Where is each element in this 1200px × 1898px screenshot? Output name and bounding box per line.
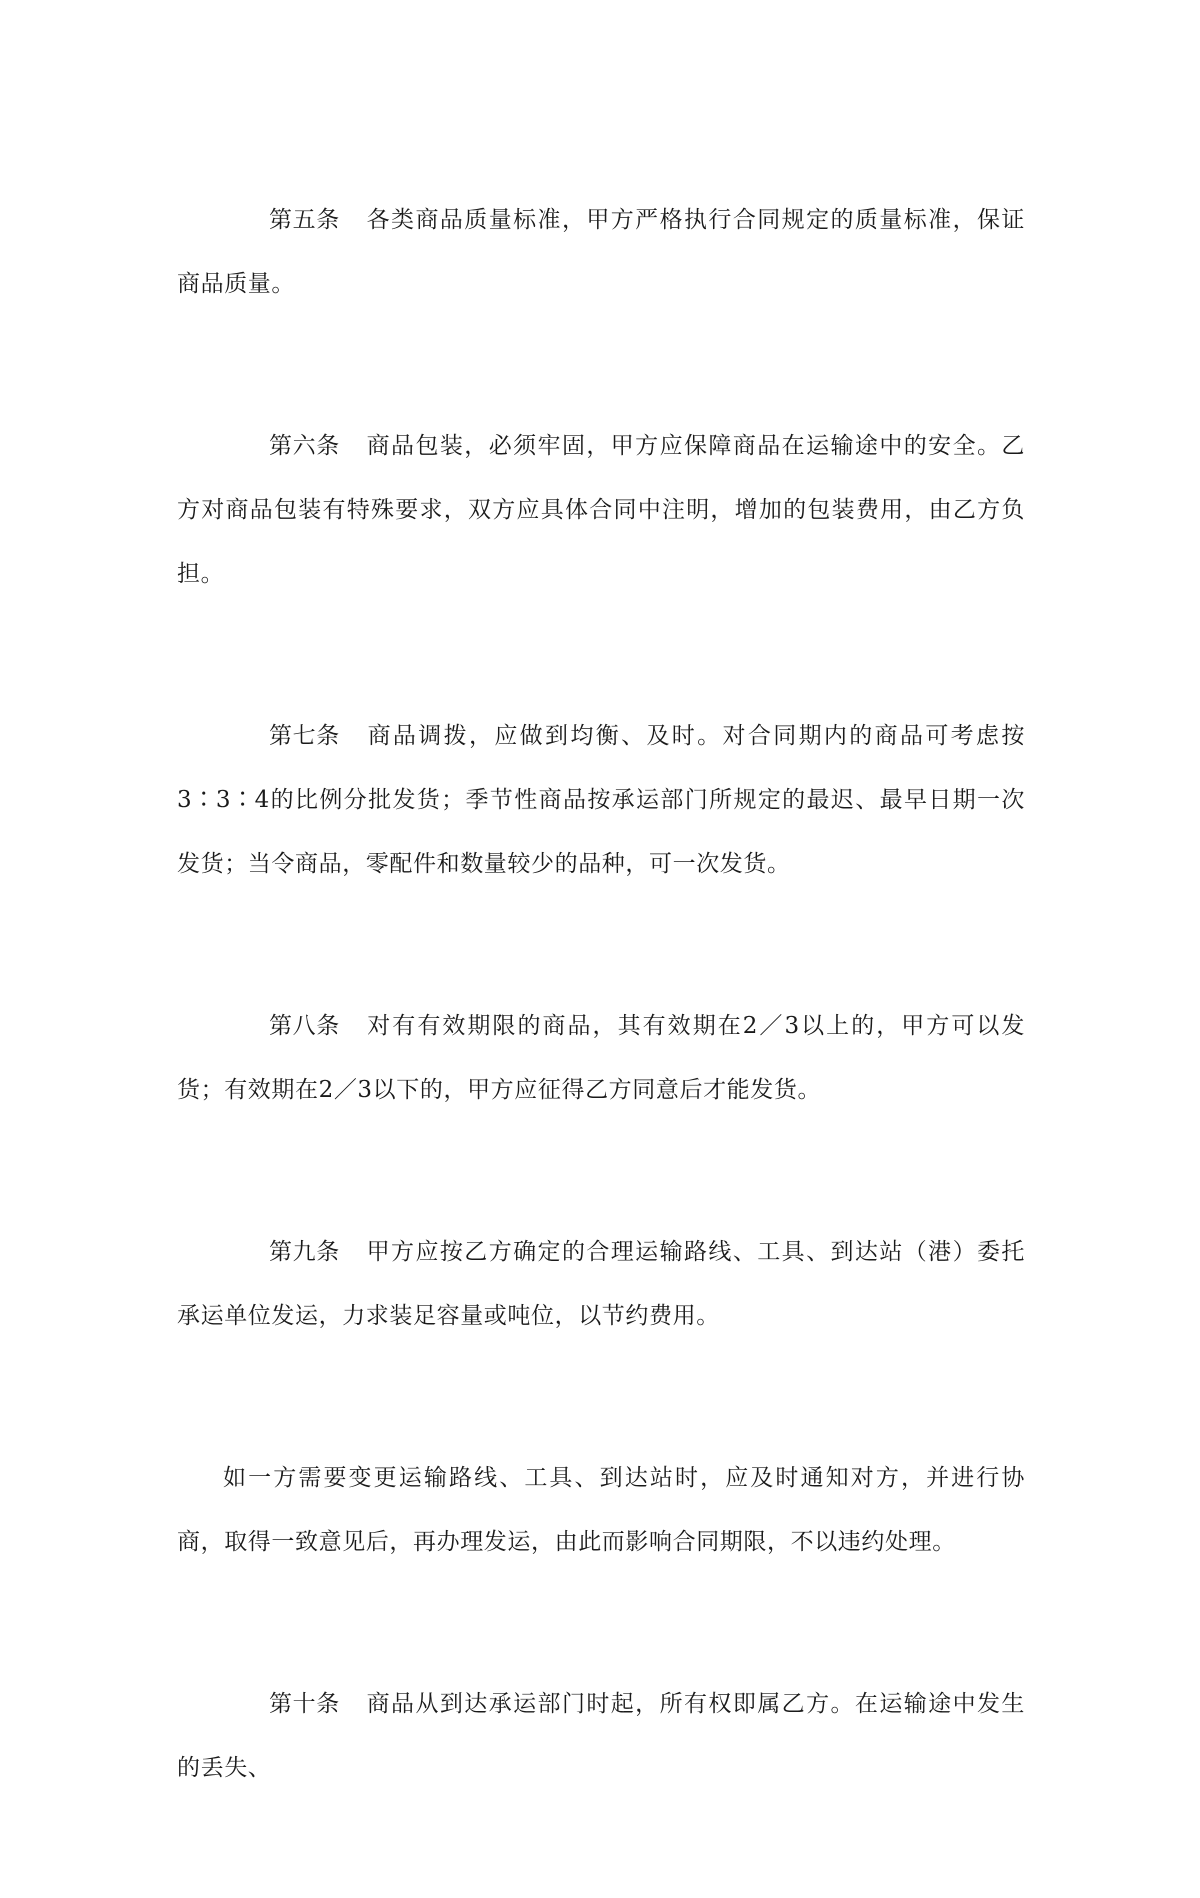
article-9-paragraph: [177, 1220, 1025, 1348]
article-10-paragraph: [177, 1672, 1025, 1800]
document-body: [177, 188, 1025, 1898]
article-7-label: 第七条: [269, 723, 340, 749]
article-8-paragraph: [177, 994, 1025, 1122]
article-10-label: 第十条: [269, 1691, 340, 1717]
article-8-label: 第八条: [269, 1013, 340, 1039]
article-5-paragraph: [177, 188, 1025, 316]
change-notice-text: 如一方需要变更运输路线、工具、到达站时，应及时通知对方，并进行协商，取得一致意见后，再办理发运，由此而影响合同期限，不以违约处理。: [177, 1465, 1025, 1555]
article-6-text: 商品包装，必须牢固，甲方应保障商品在运输途中的安全。乙方对商品包装有特殊要求，双方应具体合同中注明，增加的包装费用，由乙方负担。: [177, 433, 1025, 587]
article-9-text: 甲方应按乙方确定的合理运输路线、工具、到达站（港）委托承运单位发运，力求装足容量或吨位，以节约费用。: [177, 1239, 1025, 1329]
article-6-label: 第六条: [269, 433, 340, 459]
article-5-label: 第五条: [269, 207, 340, 233]
article-8-text: 对有有效期限的商品，其有效期在2／3以上的，甲方可以发货；有效期在2／3以下的，甲方应征得乙方同意后才能发货。: [177, 1013, 1025, 1103]
article-10-text: 商品从到达承运部门时起，所有权即属乙方。在运输途中发生的丢失、: [177, 1691, 1025, 1781]
change-notice-paragraph: [177, 1446, 1025, 1574]
article-7-text: 商品调拨，应做到均衡、及时。对合同期内的商品可考虑按3∶3∶4的比例分批发货；季节性商品按承运部门所规定的最迟、最早日期一次发货；当令商品，零配件和数量较少的品种，可一次发货。: [177, 723, 1025, 877]
article-6-paragraph: [177, 414, 1025, 606]
article-5-text: 各类商品质量标准，甲方严格执行合同规定的质量标准，保证商品质量。: [177, 207, 1025, 297]
article-7-paragraph: [177, 704, 1025, 896]
article-9-label: 第九条: [269, 1239, 340, 1265]
